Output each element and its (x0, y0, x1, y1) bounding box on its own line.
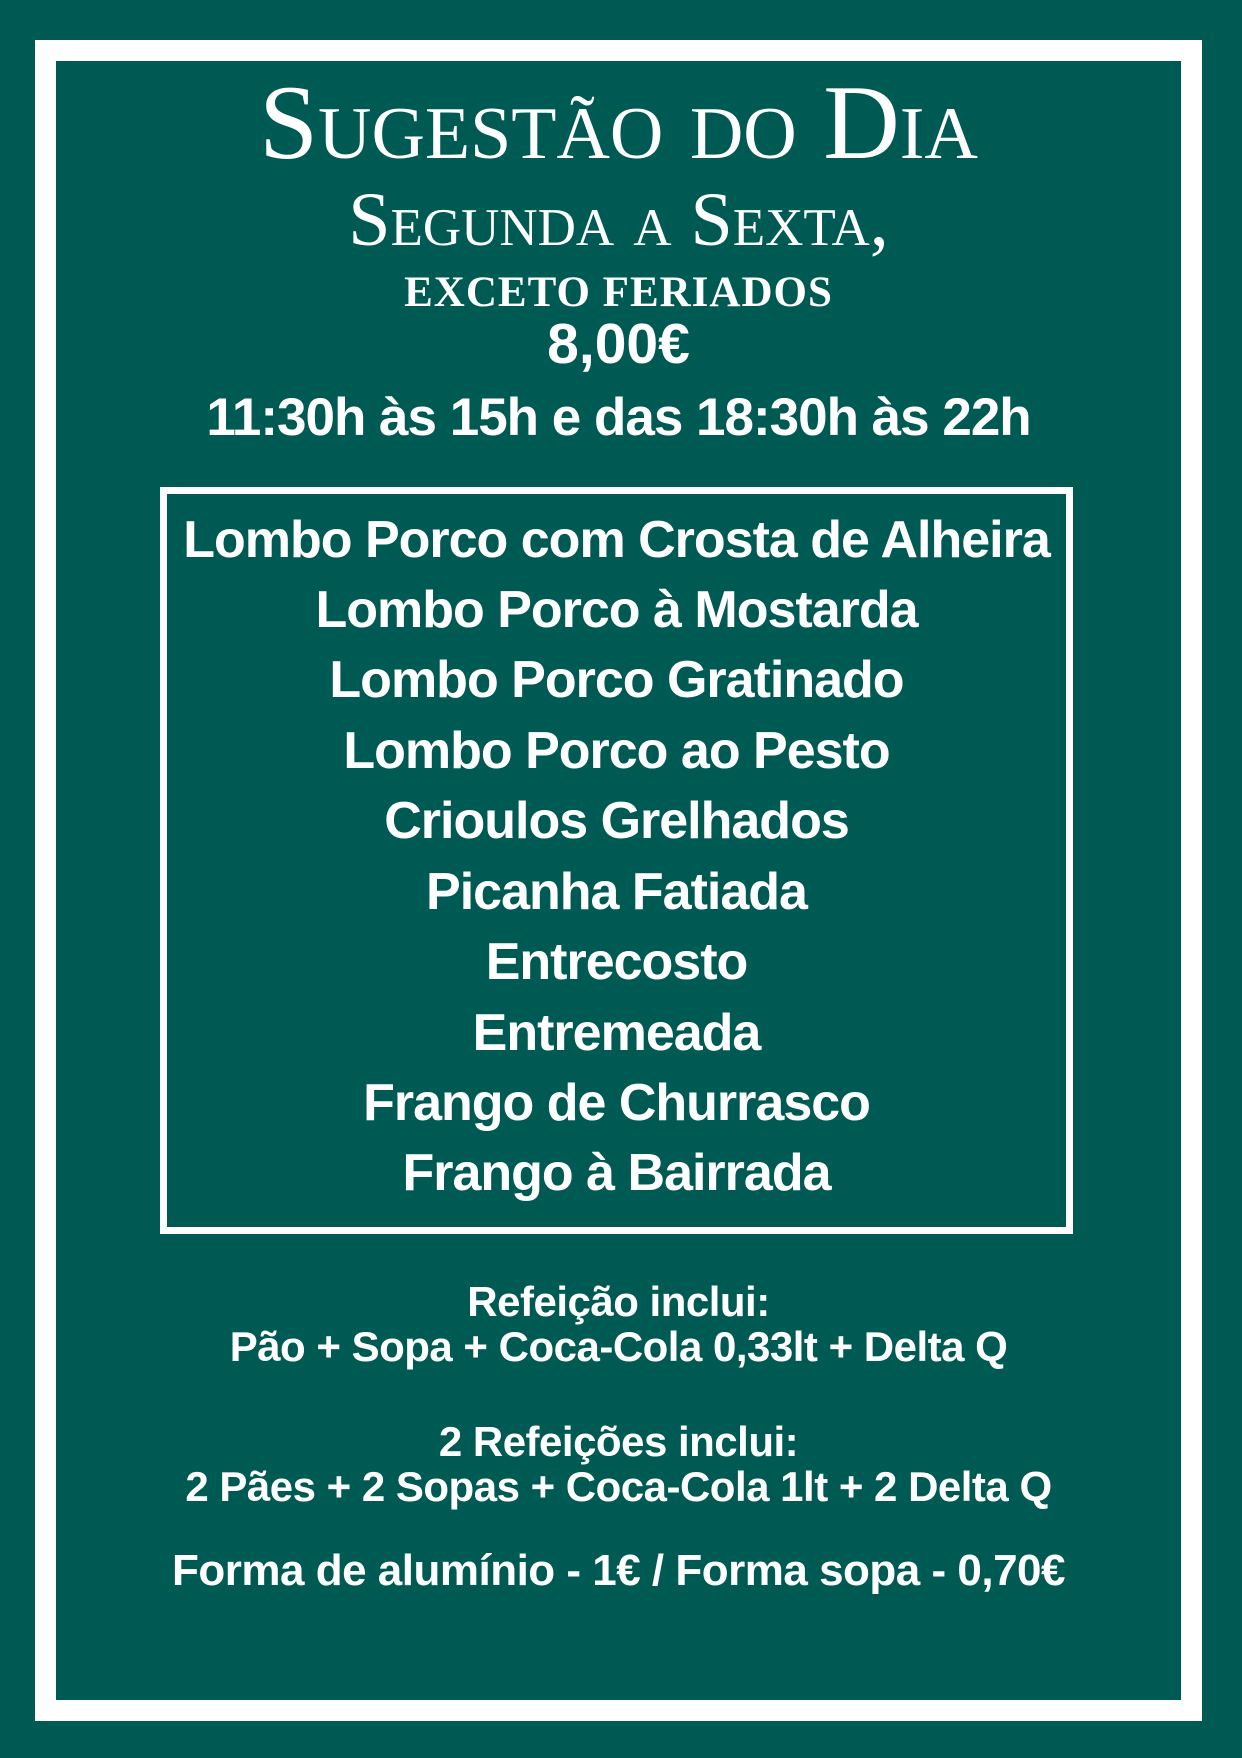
menu-item: Lombo Porco Gratinado (329, 651, 904, 710)
menu-item: Crioulos Grelhados (384, 792, 849, 851)
poster-days: Segunda a Sexta, (348, 178, 889, 262)
menu-item: Entremeada (472, 1003, 761, 1062)
menu-item: Lombo Porco com Crosta de Alheira (183, 510, 1050, 569)
two-meals-includes (35, 1419, 1202, 1509)
two-meals-title: 2 Refeições inclui: (438, 1418, 799, 1465)
menu-items-box (160, 487, 1073, 1234)
menu-item: Entrecosto (485, 933, 748, 992)
price-label: 8,00€ (547, 312, 690, 376)
menu-item: Picanha Fatiada (426, 862, 807, 921)
menu-item: Frango à Bairrada (402, 1144, 831, 1203)
meal-includes-items: Pão + Sopa + Coca-Cola 0,33lt + Delta Q (229, 1323, 1008, 1370)
menu-item: Lombo Porco ao Pesto (343, 721, 890, 780)
two-meals-items: 2 Pães + 2 Sopas + Coca-Cola 1lt + 2 Delta Q (185, 1463, 1052, 1510)
poster-title: Sugestão do Dia (259, 64, 978, 181)
meal-includes-title: Refeição inclui: (467, 1278, 770, 1325)
menu-item: Frango de Churrasco (363, 1074, 870, 1132)
serving-hours: 11:30h às 15h e das 18:30h às 22h (206, 388, 1031, 447)
extras-pricing: Forma de alumínio - 1€ / Forma sopa - 0,70€ (172, 1546, 1065, 1595)
single-meal-includes (35, 1279, 1202, 1369)
menu-item: Lombo Porco à Mostarda (315, 581, 918, 640)
holiday-exception-note: EXCETO FERIADOS (404, 269, 833, 316)
